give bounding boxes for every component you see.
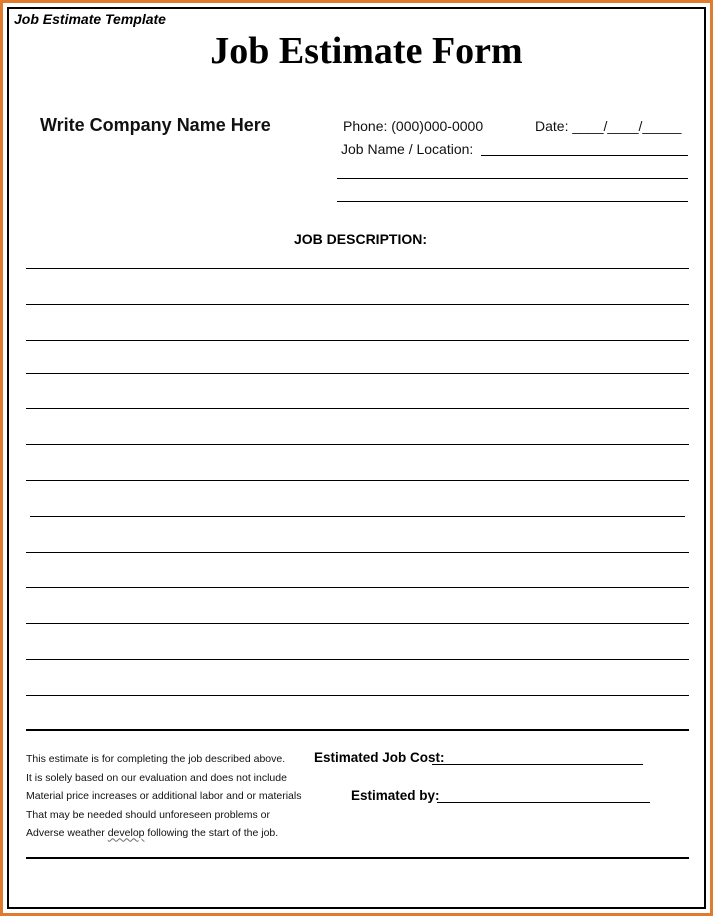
disclaimer-line: Material price increases or additional labor and or materials bbox=[26, 790, 302, 803]
description-line[interactable] bbox=[26, 268, 689, 269]
description-line[interactable] bbox=[26, 340, 689, 341]
disclaimer-last-suffix: following the start of the job. bbox=[144, 827, 279, 840]
description-line[interactable] bbox=[26, 408, 689, 409]
footer-bottom-rule bbox=[26, 857, 689, 859]
estimated-by-label: Estimated by: bbox=[351, 788, 440, 803]
description-line[interactable] bbox=[26, 695, 689, 696]
phone-field: Phone: (000)000-0000 bbox=[343, 118, 484, 134]
spellcheck-flagged-word: develop bbox=[107, 827, 145, 840]
document-label: Job Estimate Template bbox=[14, 11, 166, 27]
description-line[interactable] bbox=[30, 516, 685, 517]
description-line[interactable] bbox=[26, 373, 689, 374]
disclaimer-line: It is solely based on our evaluation and does not include bbox=[26, 771, 287, 784]
description-line[interactable] bbox=[26, 304, 689, 305]
job-description-heading: JOB DESCRIPTION: bbox=[294, 231, 428, 247]
disclaimer-last-prefix: Adverse weather bbox=[26, 827, 108, 840]
disclaimer-text bbox=[26, 750, 301, 843]
date-field[interactable]: Date: ____/____/_____ bbox=[535, 118, 682, 134]
company-name-placeholder[interactable]: Write Company Name Here bbox=[40, 115, 271, 135]
location-line-2[interactable] bbox=[337, 178, 688, 179]
form-title: Job Estimate Form bbox=[210, 30, 523, 72]
disclaimer-line bbox=[26, 824, 301, 843]
job-name-location-line[interactable] bbox=[481, 155, 688, 156]
description-line[interactable] bbox=[26, 587, 689, 588]
description-line[interactable] bbox=[26, 480, 689, 481]
description-line[interactable] bbox=[26, 444, 689, 445]
description-line[interactable] bbox=[26, 623, 689, 624]
estimated-job-cost-line[interactable] bbox=[432, 764, 643, 765]
description-line[interactable] bbox=[26, 552, 689, 553]
disclaimer-line: That may be needed should unforeseen problems or bbox=[26, 808, 270, 821]
description-bottom-rule bbox=[26, 729, 689, 731]
job-name-location-label: Job Name / Location: bbox=[341, 141, 474, 157]
estimated-by-line[interactable] bbox=[437, 802, 650, 803]
location-line-3[interactable] bbox=[337, 201, 688, 202]
description-line[interactable] bbox=[26, 659, 689, 660]
disclaimer-line: This estimate is for completing the job described above. bbox=[26, 753, 286, 765]
estimated-job-cost-label: Estimated Job Cost: bbox=[314, 750, 445, 765]
